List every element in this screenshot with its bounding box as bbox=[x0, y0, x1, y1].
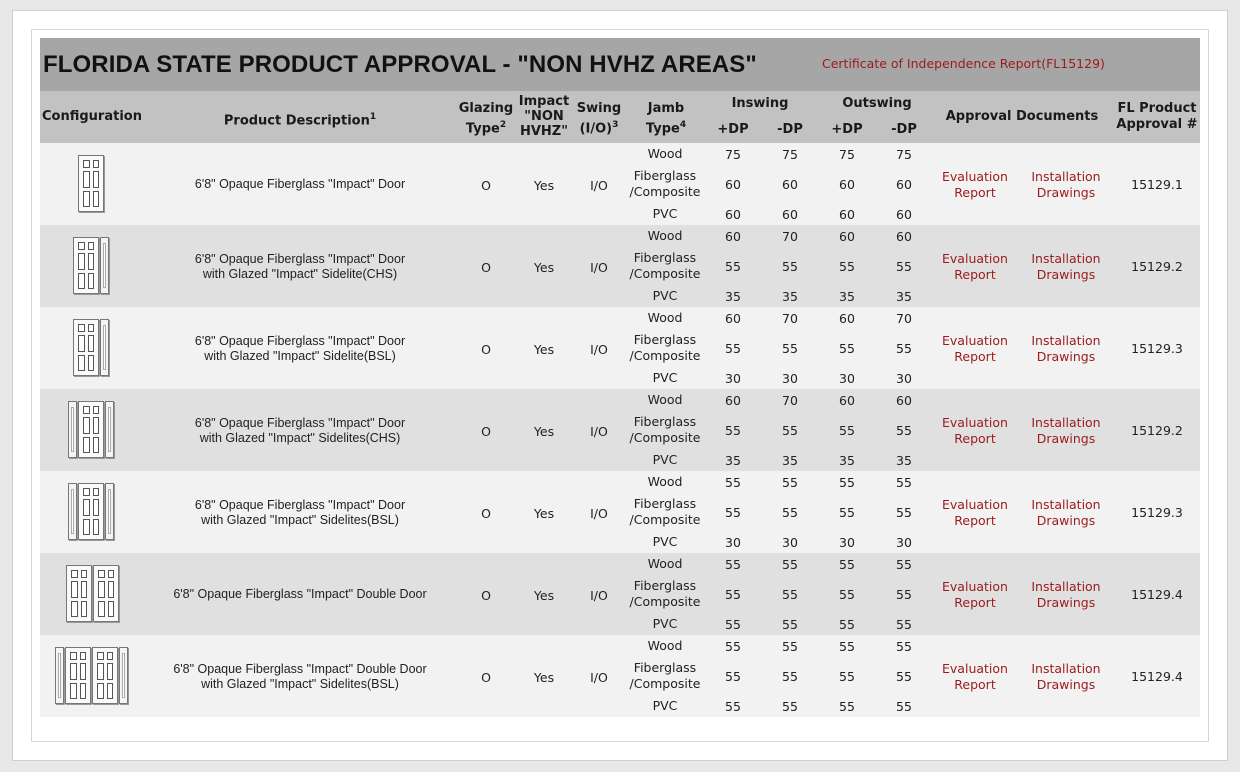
glazing-type: O bbox=[481, 588, 491, 603]
outswing-plus-dp-value: 55 bbox=[839, 259, 855, 274]
outswing-minus-dp-value: 75 bbox=[896, 147, 912, 162]
installation-drawings-link[interactable]: Installation Drawings bbox=[1031, 661, 1101, 692]
inswing-plus-dp-value: 55 bbox=[725, 341, 741, 356]
door-panel-icon bbox=[78, 483, 104, 540]
inswing-minus-dp-value: 70 bbox=[782, 393, 798, 408]
table-row bbox=[40, 225, 1200, 307]
evaluation-report-link[interactable]: Evaluation Report bbox=[942, 333, 1008, 364]
door-with-sidelite-icon bbox=[73, 237, 109, 294]
jamb-wood: Wood bbox=[647, 638, 683, 653]
inswing-minus-dp-value: 55 bbox=[782, 341, 798, 356]
installation-drawings-link[interactable]: Installation Drawings bbox=[1031, 579, 1101, 610]
outswing-minus-dp-value: 35 bbox=[896, 453, 912, 468]
sidelite-icon bbox=[119, 647, 128, 704]
outswing-minus-dp-value: 55 bbox=[896, 475, 912, 490]
inswing-minus-dp-value: 55 bbox=[782, 639, 798, 654]
evaluation-report-link[interactable]: Evaluation Report bbox=[942, 251, 1008, 282]
sidelite-icon bbox=[68, 483, 77, 540]
outswing-plus-dp-value: 55 bbox=[839, 475, 855, 490]
inswing-minus-dp-value: 35 bbox=[782, 289, 798, 304]
impact-value: Yes bbox=[533, 588, 555, 603]
outswing-minus-dp-value: 55 bbox=[896, 341, 912, 356]
product-description: 6'8" Opaque Fiberglass "Impact" Door with Glazed "Impact" Sidelite(CHS) bbox=[194, 252, 406, 281]
header-product-description: Product Description$^1$ bbox=[223, 112, 377, 129]
outswing-plus-dp-value: 60 bbox=[839, 229, 855, 244]
jamb-fiberglass: Fiberglass /Composite bbox=[629, 168, 701, 199]
evaluation-report-link[interactable]: Evaluation Report bbox=[942, 415, 1008, 446]
inswing-minus-dp-value: 55 bbox=[782, 259, 798, 274]
impact-value: Yes bbox=[533, 506, 555, 521]
jamb-fiberglass: Fiberglass /Composite bbox=[629, 332, 701, 363]
product-description: 6'8" Opaque Fiberglass "Impact" Double Door bbox=[173, 587, 427, 601]
inswing-minus-dp-value: 70 bbox=[782, 229, 798, 244]
outswing-plus-dp-value: 60 bbox=[839, 311, 855, 326]
header-inswing-minus-dp: -DP bbox=[777, 122, 803, 137]
inswing-plus-dp-value: 55 bbox=[725, 639, 741, 654]
outswing-plus-dp-value: 55 bbox=[839, 617, 855, 632]
outswing-plus-dp-value: 60 bbox=[839, 207, 855, 222]
inswing-minus-dp-value: 55 bbox=[782, 669, 798, 684]
inswing-plus-dp-value: 55 bbox=[725, 587, 741, 602]
product-description: 6'8" Opaque Fiberglass "Impact" Door with Glazed "Impact" Sidelite(BSL) bbox=[194, 334, 406, 363]
impact-value: Yes bbox=[533, 178, 555, 193]
header-outswing: Outswing bbox=[842, 96, 912, 111]
header-swing: Swing $(I/O)^3$ bbox=[576, 101, 622, 137]
impact-value: Yes bbox=[533, 342, 555, 357]
jamb-pvc: PVC bbox=[652, 698, 678, 713]
outswing-plus-dp-value: 55 bbox=[839, 505, 855, 520]
header-fl-approval: FL Product Approval # bbox=[1116, 101, 1198, 132]
door-panel-icon bbox=[73, 237, 99, 294]
swing-value: I/O bbox=[590, 178, 608, 193]
inswing-plus-dp-value: 60 bbox=[725, 393, 741, 408]
header-outswing-plus-dp: +DP bbox=[831, 122, 863, 137]
inswing-plus-dp-value: 35 bbox=[725, 289, 741, 304]
evaluation-report-link[interactable]: Evaluation Report bbox=[942, 169, 1008, 200]
outswing-minus-dp-value: 55 bbox=[896, 557, 912, 572]
content-frame bbox=[31, 29, 1209, 742]
glazing-type: O bbox=[481, 506, 491, 521]
outswing-plus-dp-value: 55 bbox=[839, 669, 855, 684]
outswing-plus-dp-value: 55 bbox=[839, 557, 855, 572]
evaluation-report-link[interactable]: Evaluation Report bbox=[942, 497, 1008, 528]
header-jamb-type: Jamb Type$^4$ bbox=[645, 101, 687, 137]
sidelite-icon bbox=[100, 237, 109, 294]
swing-value: I/O bbox=[590, 506, 608, 521]
jamb-pvc: PVC bbox=[652, 452, 678, 467]
table-row bbox=[40, 553, 1200, 635]
inswing-minus-dp-value: 55 bbox=[782, 423, 798, 438]
page-frame bbox=[12, 10, 1228, 761]
product-description: 6'8" Opaque Fiberglass "Impact" Door bbox=[194, 177, 406, 191]
inswing-minus-dp-value: 75 bbox=[782, 147, 798, 162]
door-panel-icon bbox=[78, 401, 104, 458]
outswing-minus-dp-value: 55 bbox=[896, 669, 912, 684]
table-row bbox=[40, 471, 1200, 553]
table-body bbox=[40, 143, 1200, 717]
inswing-plus-dp-value: 55 bbox=[725, 617, 741, 632]
outswing-minus-dp-value: 70 bbox=[896, 311, 912, 326]
jamb-wood: Wood bbox=[647, 228, 683, 243]
outswing-minus-dp-value: 55 bbox=[896, 617, 912, 632]
product-description: 6'8" Opaque Fiberglass "Impact" Door with Glazed "Impact" Sidelites(BSL) bbox=[194, 498, 406, 527]
sidelite-icon bbox=[105, 483, 114, 540]
inswing-minus-dp-value: 55 bbox=[782, 587, 798, 602]
product-description: 6'8" Opaque Fiberglass "Impact" Double Door with Glazed "Impact" Sidelites(BSL) bbox=[173, 662, 427, 691]
door-with-sidelite-icon bbox=[73, 319, 109, 376]
door-with-two-sidelites-icon bbox=[68, 483, 114, 540]
outswing-plus-dp-value: 55 bbox=[839, 341, 855, 356]
inswing-plus-dp-value: 75 bbox=[725, 147, 741, 162]
jamb-pvc: PVC bbox=[652, 370, 678, 385]
evaluation-report-link[interactable]: Evaluation Report bbox=[942, 579, 1008, 610]
header-impact: Impact "NON HVHZ" bbox=[518, 94, 570, 139]
single-door-icon bbox=[78, 155, 104, 212]
outswing-plus-dp-value: 60 bbox=[839, 393, 855, 408]
table-row bbox=[40, 143, 1200, 225]
outswing-minus-dp-value: 55 bbox=[896, 505, 912, 520]
inswing-minus-dp-value: 60 bbox=[782, 207, 798, 222]
outswing-plus-dp-value: 35 bbox=[839, 289, 855, 304]
swing-value: I/O bbox=[590, 588, 608, 603]
swing-value: I/O bbox=[590, 342, 608, 357]
outswing-minus-dp-value: 55 bbox=[896, 259, 912, 274]
inswing-plus-dp-value: 55 bbox=[725, 475, 741, 490]
fl-approval-number: 15129.2 bbox=[1131, 423, 1183, 438]
jamb-fiberglass: Fiberglass /Composite bbox=[629, 414, 701, 445]
swing-value: I/O bbox=[590, 670, 608, 685]
inswing-plus-dp-value: 30 bbox=[725, 371, 741, 386]
header-configuration: Configuration bbox=[42, 109, 142, 124]
jamb-wood: Wood bbox=[647, 392, 683, 407]
double-door-icon bbox=[66, 565, 119, 622]
inswing-plus-dp-value: 60 bbox=[725, 311, 741, 326]
jamb-fiberglass: Fiberglass /Composite bbox=[629, 660, 701, 691]
outswing-plus-dp-value: 35 bbox=[839, 453, 855, 468]
jamb-wood: Wood bbox=[647, 474, 683, 489]
jamb-fiberglass: Fiberglass /Composite bbox=[629, 250, 701, 281]
inswing-plus-dp-value: 55 bbox=[725, 699, 741, 714]
double-door-with-sidelites-icon bbox=[55, 647, 128, 704]
inswing-plus-dp-value: 55 bbox=[725, 423, 741, 438]
inswing-minus-dp-value: 55 bbox=[782, 617, 798, 632]
jamb-wood: Wood bbox=[647, 310, 683, 325]
jamb-pvc: PVC bbox=[652, 534, 678, 549]
table-row bbox=[40, 307, 1200, 389]
page-title: FLORIDA STATE PRODUCT APPROVAL - "NON HVHZ AREAS" bbox=[43, 51, 757, 78]
inswing-minus-dp-value: 30 bbox=[782, 371, 798, 386]
door-with-two-sidelites-icon bbox=[68, 401, 114, 458]
table-row bbox=[40, 635, 1200, 717]
inswing-minus-dp-value: 55 bbox=[782, 505, 798, 520]
fl-approval-number: 15129.4 bbox=[1131, 669, 1183, 684]
inswing-plus-dp-value: 30 bbox=[725, 535, 741, 550]
inswing-minus-dp-value: 55 bbox=[782, 557, 798, 572]
product-description: 6'8" Opaque Fiberglass "Impact" Door with Glazed "Impact" Sidelites(CHS) bbox=[194, 416, 406, 445]
outswing-minus-dp-value: 55 bbox=[896, 639, 912, 654]
jamb-pvc: PVC bbox=[652, 616, 678, 631]
sidelite-icon bbox=[68, 401, 77, 458]
header-outswing-minus-dp: -DP bbox=[891, 122, 917, 137]
outswing-plus-dp-value: 55 bbox=[839, 423, 855, 438]
door-panel-icon bbox=[78, 155, 104, 212]
inswing-plus-dp-value: 55 bbox=[725, 557, 741, 572]
inswing-minus-dp-value: 55 bbox=[782, 699, 798, 714]
outswing-plus-dp-value: 30 bbox=[839, 371, 855, 386]
inswing-plus-dp-value: 35 bbox=[725, 453, 741, 468]
jamb-wood: Wood bbox=[647, 146, 683, 161]
jamb-pvc: PVC bbox=[652, 206, 678, 221]
inswing-plus-dp-value: 55 bbox=[725, 669, 741, 684]
door-panel-icon bbox=[65, 647, 91, 704]
title-bar bbox=[40, 38, 1200, 91]
fl-approval-number: 15129.3 bbox=[1131, 341, 1183, 356]
inswing-minus-dp-value: 60 bbox=[782, 177, 798, 192]
outswing-minus-dp-value: 35 bbox=[896, 289, 912, 304]
inswing-minus-dp-value: 55 bbox=[782, 475, 798, 490]
fl-approval-number: 15129.3 bbox=[1131, 505, 1183, 520]
outswing-minus-dp-value: 60 bbox=[896, 229, 912, 244]
outswing-plus-dp-value: 55 bbox=[839, 699, 855, 714]
outswing-minus-dp-value: 55 bbox=[896, 423, 912, 438]
sidelite-icon bbox=[55, 647, 64, 704]
installation-drawings-link[interactable]: Installation Drawings bbox=[1031, 497, 1101, 528]
evaluation-report-link[interactable]: Evaluation Report bbox=[942, 661, 1008, 692]
inswing-plus-dp-value: 60 bbox=[725, 177, 741, 192]
installation-drawings-link[interactable]: Installation Drawings bbox=[1031, 333, 1101, 364]
outswing-minus-dp-value: 60 bbox=[896, 177, 912, 192]
glazing-type: O bbox=[481, 260, 491, 275]
header-inswing: Inswing bbox=[731, 96, 789, 111]
installation-drawings-link[interactable]: Installation Drawings bbox=[1031, 169, 1101, 200]
fl-approval-number: 15129.4 bbox=[1131, 587, 1183, 602]
sidelite-icon bbox=[100, 319, 109, 376]
fl-approval-number: 15129.1 bbox=[1131, 177, 1183, 192]
header-glazing-type: Glazing Type$^2$ bbox=[458, 101, 514, 137]
glazing-type: O bbox=[481, 424, 491, 439]
inswing-minus-dp-value: 35 bbox=[782, 453, 798, 468]
installation-drawings-link[interactable]: Installation Drawings bbox=[1031, 251, 1101, 282]
impact-value: Yes bbox=[533, 260, 555, 275]
jamb-fiberglass: Fiberglass /Composite bbox=[629, 578, 701, 609]
inswing-plus-dp-value: 55 bbox=[725, 259, 741, 274]
inswing-minus-dp-value: 30 bbox=[782, 535, 798, 550]
door-panel-icon bbox=[73, 319, 99, 376]
inswing-minus-dp-value: 70 bbox=[782, 311, 798, 326]
inswing-plus-dp-value: 60 bbox=[725, 229, 741, 244]
header-approval-documents: Approval Documents bbox=[945, 109, 1099, 124]
outswing-minus-dp-value: 30 bbox=[896, 371, 912, 386]
table-header bbox=[40, 91, 1200, 143]
outswing-plus-dp-value: 55 bbox=[839, 639, 855, 654]
installation-drawings-link[interactable]: Installation Drawings bbox=[1031, 415, 1101, 446]
impact-value: Yes bbox=[533, 424, 555, 439]
outswing-plus-dp-value: 75 bbox=[839, 147, 855, 162]
door-panel-icon bbox=[66, 565, 92, 622]
outswing-minus-dp-value: 55 bbox=[896, 699, 912, 714]
inswing-plus-dp-value: 55 bbox=[725, 505, 741, 520]
glazing-type: O bbox=[481, 178, 491, 193]
jamb-fiberglass: Fiberglass /Composite bbox=[629, 496, 701, 527]
outswing-minus-dp-value: 60 bbox=[896, 207, 912, 222]
glazing-type: O bbox=[481, 342, 491, 357]
table-row bbox=[40, 389, 1200, 471]
outswing-plus-dp-value: 60 bbox=[839, 177, 855, 192]
certificate-link[interactable]: Certificate of Independence Report(FL15129) bbox=[822, 56, 1105, 71]
glazing-type: O bbox=[481, 670, 491, 685]
door-panel-icon bbox=[92, 647, 118, 704]
outswing-plus-dp-value: 55 bbox=[839, 587, 855, 602]
header-inswing-plus-dp: +DP bbox=[717, 122, 749, 137]
outswing-minus-dp-value: 30 bbox=[896, 535, 912, 550]
impact-value: Yes bbox=[533, 670, 555, 685]
inswing-plus-dp-value: 60 bbox=[725, 207, 741, 222]
fl-approval-number: 15129.2 bbox=[1131, 259, 1183, 274]
jamb-pvc: PVC bbox=[652, 288, 678, 303]
jamb-wood: Wood bbox=[647, 556, 683, 571]
swing-value: I/O bbox=[590, 424, 608, 439]
swing-value: I/O bbox=[590, 260, 608, 275]
outswing-plus-dp-value: 30 bbox=[839, 535, 855, 550]
outswing-minus-dp-value: 55 bbox=[896, 587, 912, 602]
outswing-minus-dp-value: 60 bbox=[896, 393, 912, 408]
door-panel-icon bbox=[93, 565, 119, 622]
sidelite-icon bbox=[105, 401, 114, 458]
